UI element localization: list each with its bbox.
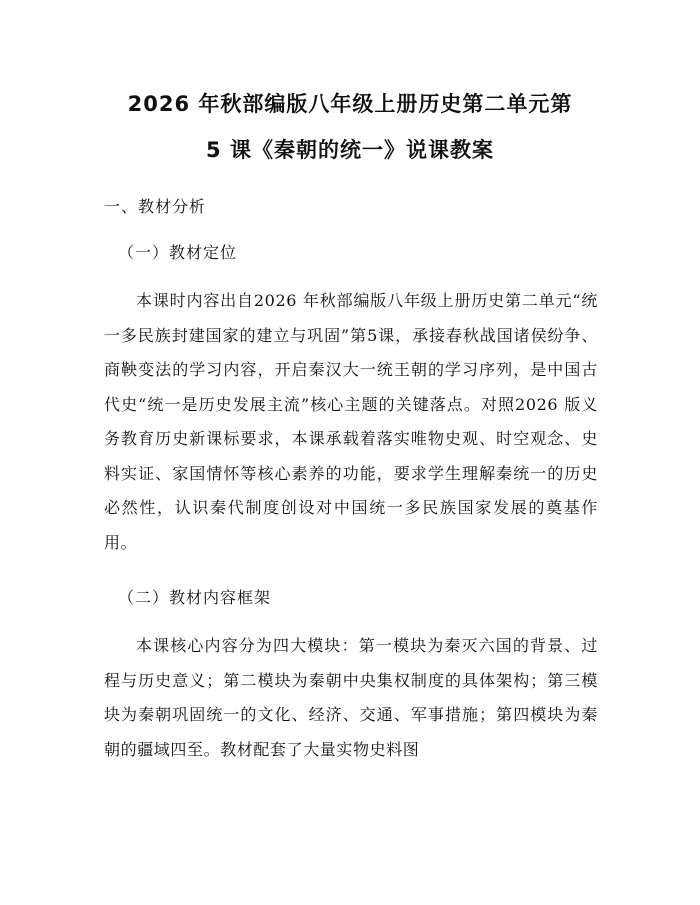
subsection-heading-content-framework: （二）教材内容框架: [118, 588, 272, 607]
document-title-line-2: 5 课《秦朝的统一》说课教案: [206, 138, 494, 162]
paragraph-content-framework: 本课核心内容分为四大模块：第一模块为秦灭六国的背景、过程与历史意义；第二模块为秦朝中央集权制度的具体架构；第三模块为秦朝巩固统一的文化、经济、交通、军事措施；第四模块为秦朝的疆域四至。教材配套了大量实物史料图: [104, 636, 598, 759]
section-heading-textbook-analysis: 一、教材分析: [104, 197, 207, 216]
document-title-line-1: 2026 年秋部编版八年级上册历史第二单元第: [127, 92, 573, 116]
paragraph-textbook-positioning: 本课时内容出自2026 年秋部编版八年级上册历史第二单元“统一多民族封建国家的建立与巩固”第5课，承接春秋战国诸侯纷争、商鞅变法的学习内容，开启秦汉大一统王朝的学习序列，是中国古代史“统一是历史发展主流”核心主题的关键落点。对照2026 版义务教育历史新课标要求，本课承载着落实唯物史观、时空观念、史料实证、家国情怀等核心素养的功能，要求学生理解秦统一的历史必然性，认识秦代制度创设对中国统一多民族国家发展的奠基作用。: [104, 291, 598, 552]
subsection-heading-textbook-positioning: （一）教材定位: [118, 243, 238, 262]
